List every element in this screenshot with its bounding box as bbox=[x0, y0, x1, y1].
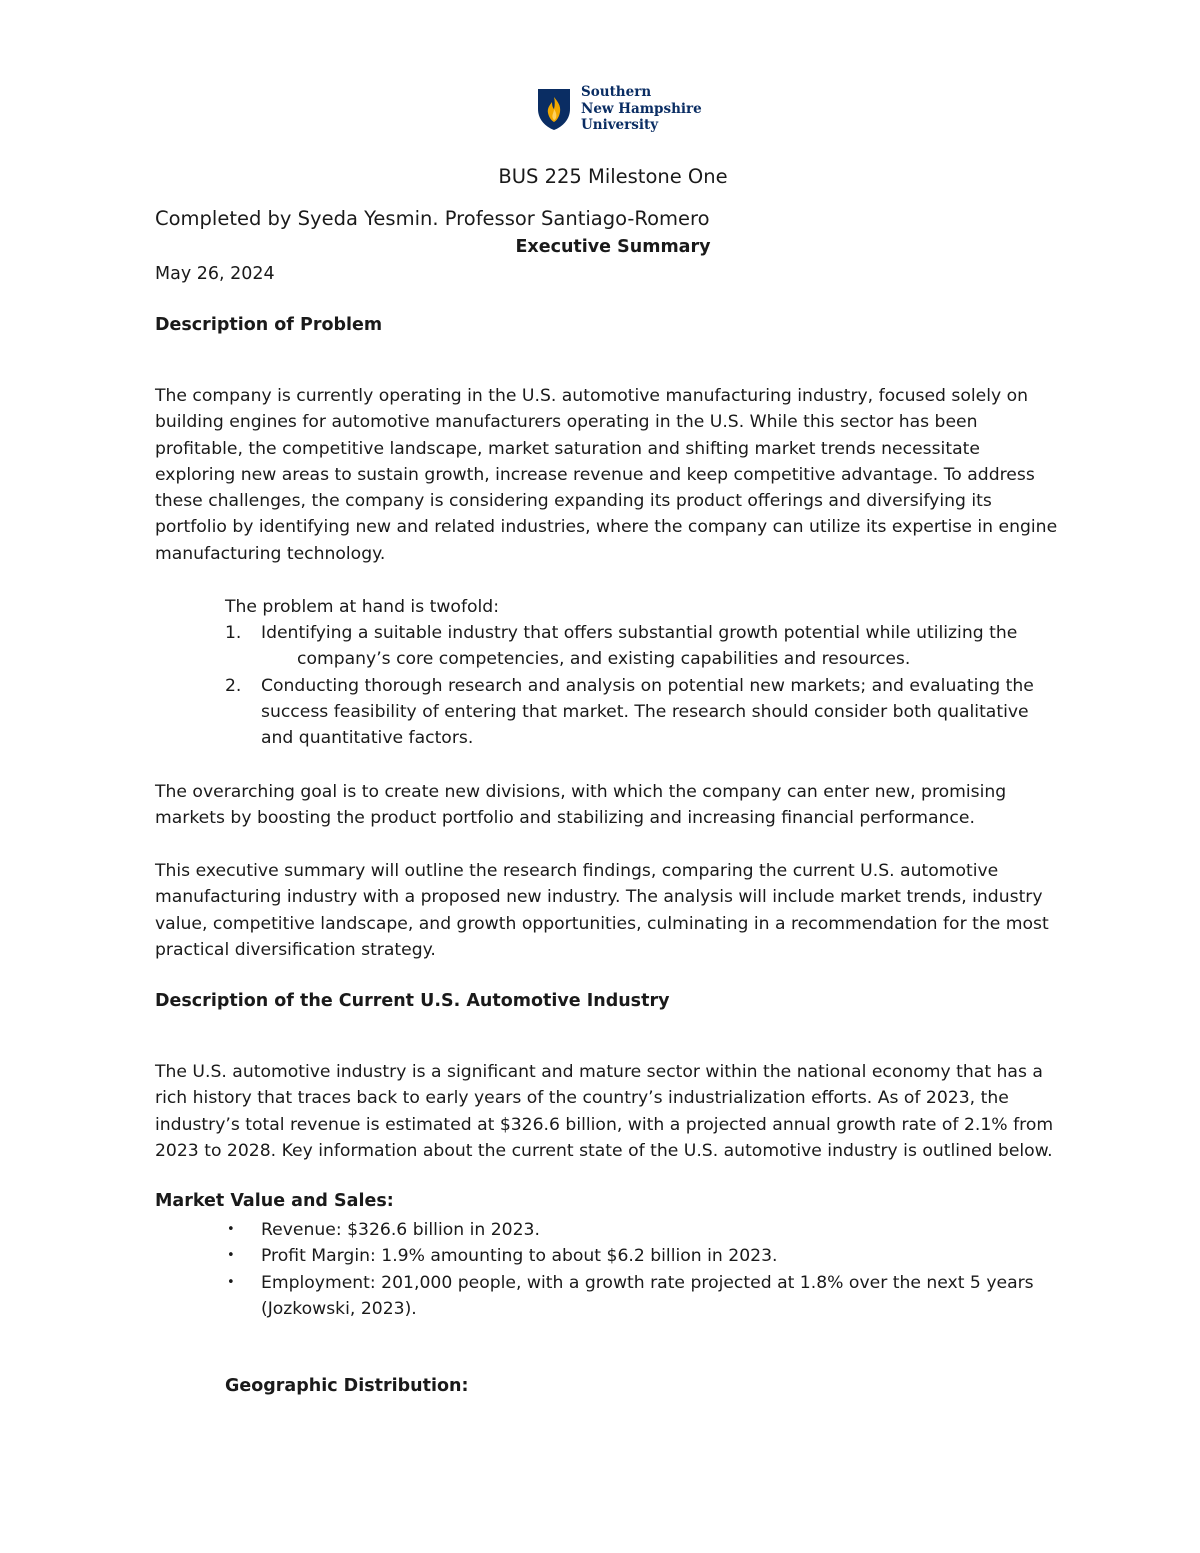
bullet-icon: • bbox=[227, 1274, 235, 1290]
logo-line-3: University bbox=[581, 117, 659, 133]
section-heading-automotive: Description of the Current U.S. Automotive Industry bbox=[155, 991, 670, 1011]
market-bullet-list bbox=[225, 1217, 1085, 1322]
problem-paragraph-1 bbox=[155, 383, 1095, 567]
text-line: exploring new areas to sustain growth, increase revenue and keep competitive advantage. To address bbox=[155, 464, 1035, 485]
text-line: The overarching goal is to create new divisions, with which the company can enter new, promising bbox=[155, 782, 1007, 802]
executive-summary-title: Executive Summary bbox=[515, 237, 711, 257]
text-line: company’s core competencies, and existing capabilities and resources. bbox=[297, 649, 911, 670]
logo-line-1: Southern bbox=[581, 84, 652, 100]
problem-intro: The problem at hand is twofold: bbox=[225, 597, 499, 617]
list-item bbox=[225, 1270, 1085, 1323]
problem-paragraph-3 bbox=[155, 858, 1095, 963]
text-line: portfolio by identifying new and related industries, where the company can utilize its expertise in engine bbox=[155, 517, 1058, 538]
problem-paragraph-2 bbox=[155, 779, 1095, 832]
text-line: Profit Margin: 1.9% amounting to about $6.2 billion in 2023. bbox=[261, 1246, 778, 1267]
automotive-paragraph-1 bbox=[155, 1059, 1095, 1164]
logo-line-2: New Hampshire bbox=[581, 100, 702, 117]
text-line: success feasibility of entering that market. The research should consider both qualitative bbox=[261, 701, 1029, 722]
text-line: 2023 to 2028. Key information about the current state of the U.S. automotive industry is outlined below. bbox=[155, 1140, 1053, 1161]
text-line: manufacturing industry with a proposed new industry. The analysis will include market trends, industry bbox=[155, 887, 1043, 908]
text-line: This executive summary will outline the research findings, comparing the current U.S. automotive bbox=[155, 861, 999, 881]
bullet-icon: • bbox=[227, 1248, 235, 1264]
text-line: industry’s total revenue is estimated at $326.6 billion, with a projected annual growth rate of 2.1% from bbox=[155, 1114, 1054, 1135]
text-line: (Jozkowski, 2023). bbox=[261, 1298, 417, 1319]
text-line: Conducting thorough research and analysis on potential new markets; and evaluating the bbox=[261, 675, 1034, 696]
geographic-distribution-heading: Geographic Distribution: bbox=[225, 1376, 469, 1396]
logo-wordmark bbox=[581, 84, 702, 134]
text-line: Employment: 201,000 people, with a growth rate projected at 1.8% over the next 5 years bbox=[261, 1272, 1034, 1293]
list-item bbox=[225, 673, 1085, 752]
bullet-icon: • bbox=[227, 1222, 235, 1237]
document-date: May 26, 2024 bbox=[155, 264, 275, 284]
text-line: Identifying a suitable industry that offers substantial growth potential while utilizing the bbox=[261, 623, 1018, 643]
text-line: these challenges, the company is considering expanding its product offerings and diversifying its bbox=[155, 491, 992, 512]
course-title: BUS 225 Milestone One bbox=[498, 165, 728, 188]
text-line: Revenue: $326.6 billion in 2023. bbox=[261, 1220, 540, 1240]
text-line: and quantitative factors. bbox=[261, 728, 474, 749]
text-line: building engines for automotive manufacturers operating in the U.S. While this sector has been bbox=[155, 412, 978, 433]
text-line: practical diversification strategy. bbox=[155, 939, 436, 960]
university-logo bbox=[536, 84, 702, 134]
text-line: profitable, the competitive landscape, market saturation and shifting market trends necessitate bbox=[155, 438, 980, 459]
list-item bbox=[225, 620, 1085, 673]
byline: Completed by Syeda Yesmin. Professor Santiago-Romero bbox=[155, 207, 710, 230]
market-value-heading: Market Value and Sales: bbox=[155, 1191, 394, 1211]
list-marker: 1. bbox=[225, 623, 242, 643]
list-marker: 2. bbox=[225, 675, 242, 696]
text-line: manufacturing technology. bbox=[155, 543, 386, 564]
list-item bbox=[225, 1243, 1085, 1269]
shield-flame-icon bbox=[536, 87, 572, 131]
text-line: value, competitive landscape, and growth opportunities, culminating in a recommendation for the most bbox=[155, 913, 1049, 934]
problem-numbered-list bbox=[225, 620, 1085, 751]
text-line: rich history that traces back to early years of the country’s industrialization efforts. As of 2023, the bbox=[155, 1088, 1009, 1109]
section-heading-problem: Description of Problem bbox=[155, 315, 383, 335]
text-line: The U.S. automotive industry is a significant and mature sector within the national economy that has a bbox=[155, 1062, 1043, 1082]
list-item bbox=[225, 1217, 1085, 1243]
text-line: The company is currently operating in the U.S. automotive manufacturing industry, focused solely on bbox=[155, 386, 1029, 406]
text-line: markets by boosting the product portfolio and stabilizing and increasing financial performance. bbox=[155, 808, 975, 829]
